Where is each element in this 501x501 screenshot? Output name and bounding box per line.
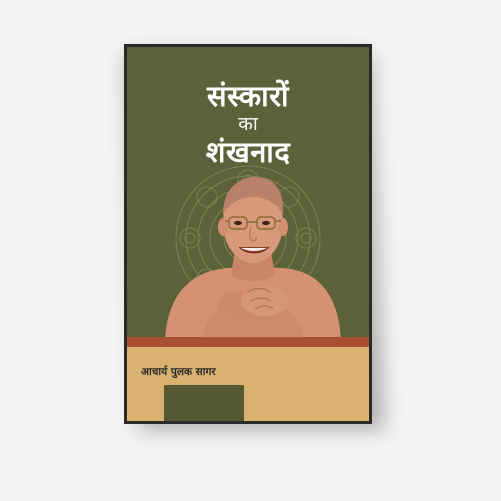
- title-line-2: का: [238, 113, 258, 135]
- title-line-3: शंखनाद: [205, 135, 291, 169]
- author-name: आचार्य पुलक सागर: [141, 366, 216, 378]
- cover-panel: [127, 47, 369, 421]
- book-cover: [124, 44, 372, 424]
- decorative-block: [164, 385, 244, 421]
- rust-divider-band: [127, 337, 369, 347]
- book-title: [127, 79, 369, 169]
- author-portrait: [161, 175, 345, 340]
- title-line-1: संस्कारों: [206, 79, 290, 113]
